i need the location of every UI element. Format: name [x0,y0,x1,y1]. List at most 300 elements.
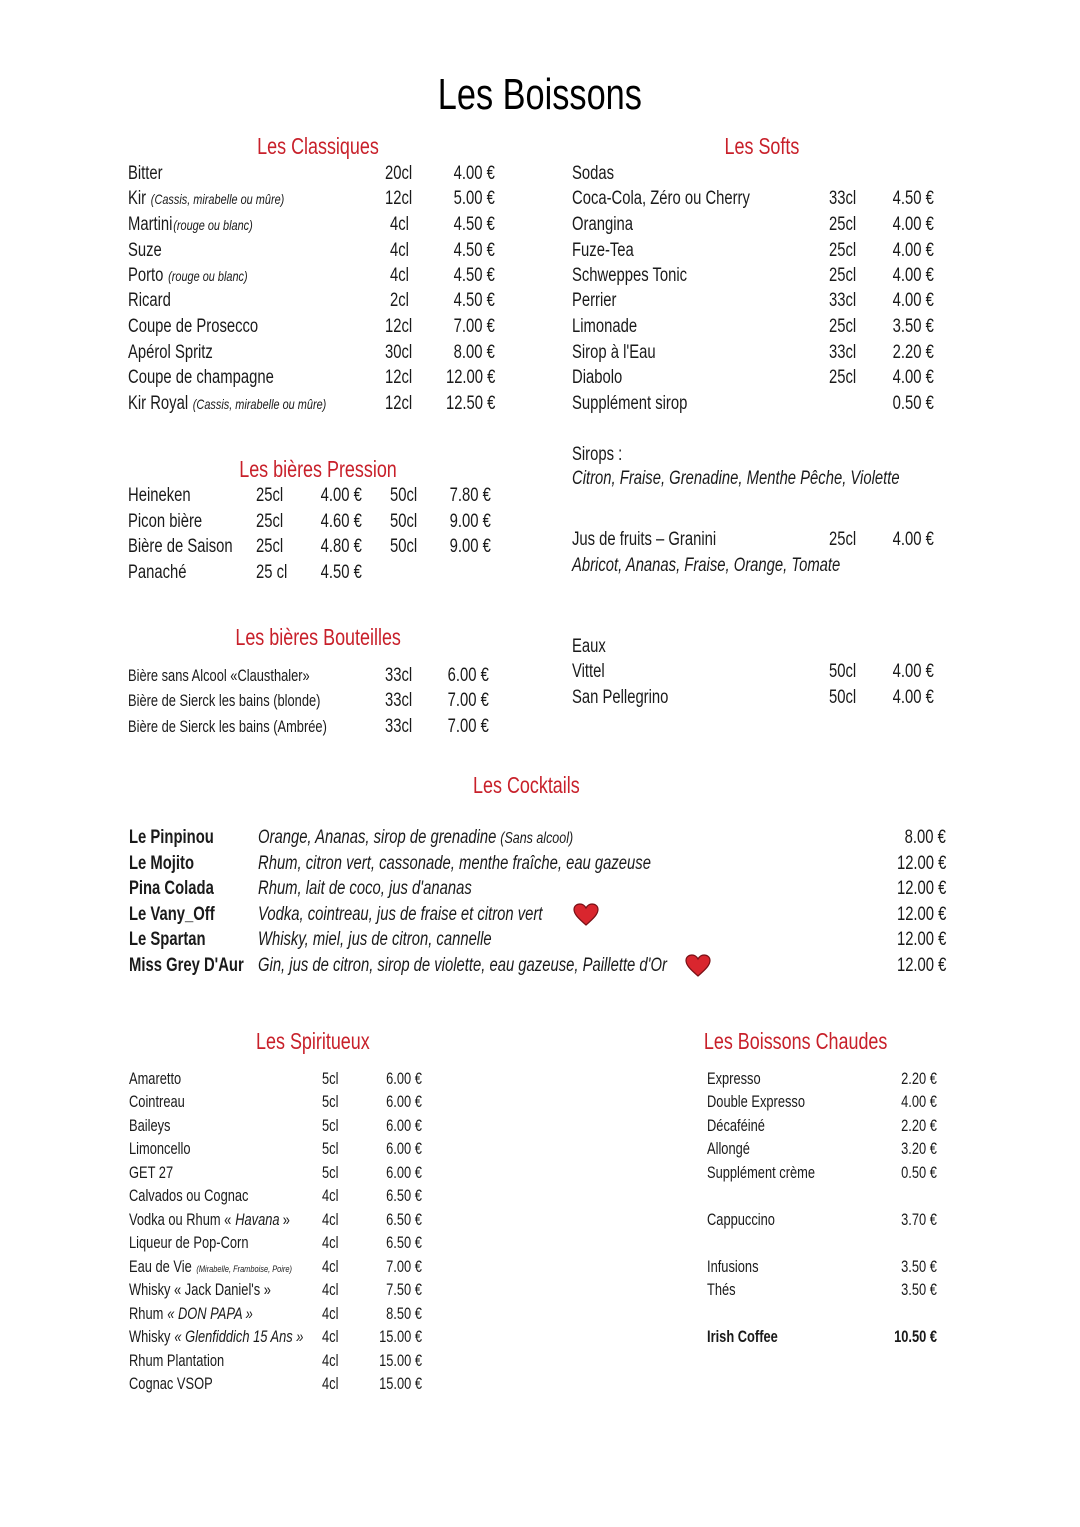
cocktail-desc-cell-text [258,878,472,900]
chaudes-name-cell [707,1068,776,1090]
classiques-price: 7.00 € [453,316,495,337]
chaudes-name: Allongé [707,1140,750,1158]
eaux-price: 4.00 € [892,661,934,682]
spirit-name: Whisky « Jack Daniel's » [129,1281,271,1299]
eaux-price-cell [881,661,934,683]
eaux-vol-cell [829,687,864,709]
heading-pression-text: Les bières Pression [239,456,397,482]
jus-price: 4.00 € [892,529,934,550]
spirit-item-text [129,1138,191,1160]
spirit-name: Whisky [129,1328,171,1346]
heading-classiques-text: Les Classiques [257,133,379,159]
cocktail-name: Miss Grey D'Aur [129,955,244,976]
spirit-price-cell [376,1162,422,1184]
spirit-vol: 4cl [322,1211,339,1229]
heart-icon [685,954,711,978]
pression-vol1-cell [256,562,296,584]
classiques-vol-cell [390,214,414,236]
cocktail-desc-cell [258,853,762,875]
classiques-item-text [128,367,274,389]
softs-vol-cell [829,240,864,262]
spirit-price: 7.50 € [386,1281,422,1299]
pression-price1: 4.80 € [320,536,362,557]
spirit-vol-cell [322,1350,343,1372]
cocktail-price-cell [883,955,946,977]
pression-price2: 9.00 € [449,511,491,532]
cocktail-desc-cell [258,929,558,951]
jus-list-cell [572,555,916,577]
pression-price1-cell [309,485,362,507]
chaudes-price: 2.20 € [901,1117,937,1135]
spirit-vol: 5cl [322,1093,339,1111]
pression-vol2-cell [390,536,425,558]
pression-name: Picon bière [128,511,203,532]
softs-name-cell [572,342,679,364]
softs-price: 4.00 € [892,367,934,388]
jus-vol-cell [829,529,864,551]
heading-cocktails-text: Les Cocktails [472,772,580,798]
cocktail-desc-cell [258,878,532,900]
classiques-item [128,342,237,364]
classiques-vol-cell [385,393,420,415]
softs-name-cell [572,214,650,236]
spirit-item-text [129,1209,290,1231]
chaudes-price-cell [891,1115,937,1137]
classiques-item [128,214,288,236]
chaudes-name-cell [707,1279,744,1301]
softs-vol-cell [829,214,864,236]
softs-price-cell [881,342,934,364]
classiques-item-text [128,342,213,364]
pression-price2-cell [438,485,491,507]
pression-price1-cell [309,536,362,558]
spirit-price-cell [367,1350,422,1372]
chaudes-price: 3.70 € [901,1211,937,1229]
classiques-price-cell [442,342,495,364]
jus-list: Abricot, Ananas, Fraise, Orange, Tomate [572,555,841,576]
pression-price1: 4.00 € [320,485,362,506]
cocktail-desc-cell [258,904,623,926]
chaudes-price: 0.50 € [901,1164,937,1182]
classiques-price: 5.00 € [453,188,495,209]
spirit-item [129,1185,282,1207]
spirit-name: Cognac VSOP [129,1375,213,1393]
cocktail-desc-cell-text [258,904,542,926]
chaudes-price: 10.50 € [894,1328,937,1346]
bouteilles-name: Bière de Sierck les bains (Ambrée) [128,718,327,736]
cocktail-price-cell [883,878,946,900]
spirit-item-text [129,1068,181,1090]
classiques-item [128,240,171,262]
softs-price-cell [881,316,934,338]
bouteilles-price: 7.00 € [447,716,489,737]
cocktail-desc-cell-text [258,827,573,850]
softs-vol-cell [829,188,864,210]
spirit-price: 6.00 € [386,1093,422,1111]
bouteilles-vol-cell [385,665,420,687]
item-name: Coupe de Prosecco [128,316,259,337]
softs-name: Sirop à l'Eau [572,342,656,363]
spirit-price: 6.00 € [386,1164,422,1182]
eaux-name-cell [572,687,696,709]
chaudes-name: Thés [707,1281,736,1299]
classiques-price: 4.50 € [453,290,495,311]
spirit-price: 6.00 € [386,1070,422,1088]
spirit-item-text [129,1185,248,1207]
classiques-price-cell [442,240,495,262]
softs-price: 4.50 € [892,188,934,209]
pression-name: Panaché [128,562,187,583]
spirit-price-cell [367,1326,422,1348]
cocktail-price-cell [883,929,946,951]
item-name: Bitter [128,163,163,184]
softs-price: 4.00 € [892,214,934,235]
bouteilles-vol: 33cl [385,716,413,737]
heading-bouteilles [158,624,478,651]
pression-vol2-cell [390,485,425,507]
eaux-name: San Pellegrino [572,687,669,708]
spirit-item [129,1303,288,1325]
classiques-vol-cell [390,240,414,262]
pression-name-cell [128,562,203,584]
pression-price1-cell [309,562,362,584]
chaudes-name-cell [707,1209,794,1231]
cocktail-name-cell [129,929,227,951]
item-name: Porto [128,265,164,286]
softs-vol: 25cl [829,265,857,286]
pression-name: Heineken [128,485,191,506]
cocktail-desc: Rhum, citron vert, cassonade, menthe fraîche, eau gazeuse [258,853,651,874]
cocktail-desc-cell-text [258,955,667,977]
chaudes-price-cell [891,1256,937,1278]
heading-classiques [158,133,478,160]
cocktail-name: Le Pinpinou [129,827,214,848]
softs-price-cell [881,214,934,236]
item-note: (rouge ou blanc) [168,268,248,284]
heading-spiritueux [153,1028,473,1055]
heading-softs-text: Les Softs [724,133,800,159]
chaudes-price: 2.20 € [901,1070,937,1088]
spirit-vol-cell [322,1373,343,1395]
classiques-vol: 4cl [390,265,409,286]
softs-vol-cell [829,367,864,389]
classiques-item [128,316,295,338]
softs-name: Diabolo [572,367,623,388]
classiques-vol: 4cl [390,214,409,235]
spirit-vol: 5cl [322,1164,339,1182]
sirops-label-cell [572,444,636,466]
spirit-item-text [129,1162,173,1184]
softs-vol-cell [829,290,864,312]
bouteilles-name-cell [128,665,361,687]
chaudes-price: 3.20 € [901,1140,937,1158]
softs-vol-cell [829,265,864,287]
bouteilles-name-cell [128,716,383,738]
eaux-name: Vittel [572,661,605,682]
classiques-item-text [128,290,171,312]
cocktail-price: 12.00 € [896,955,946,976]
softs-name-cell [572,240,651,262]
cocktail-price: 12.00 € [896,853,946,874]
spirit-vol-cell [322,1209,343,1231]
spirit-item-text [129,1115,170,1137]
heading-bouteilles-text: Les bières Bouteilles [235,624,401,650]
spirit-vol-cell [322,1256,343,1278]
spirit-price: 6.50 € [386,1211,422,1229]
softs-price-cell [881,367,934,389]
pression-name: Bière de Saison [128,536,233,557]
pression-vol1: 25 cl [256,562,288,583]
classiques-vol: 4cl [390,240,409,261]
classiques-price-cell [432,393,495,415]
classiques-item-text [128,265,248,287]
spirit-name: GET 27 [129,1164,174,1182]
spirit-item-text [129,1256,292,1281]
pression-vol1-cell [256,536,291,558]
classiques-vol-cell [385,367,420,389]
softs-vol: 33cl [829,342,857,363]
spirit-name: Rhum [129,1305,164,1323]
pression-vol1: 25cl [256,536,284,557]
chaudes-price: 4.00 € [901,1093,937,1111]
cocktail-note: (Sans alcool) [500,830,574,847]
bouteilles-price-cell [436,716,489,738]
cocktail-name-cell [129,827,238,849]
softs-name-cell [572,316,655,338]
softs-vol: 25cl [829,316,857,337]
heading-chaudes [636,1028,956,1055]
bouteilles-vol-cell [385,716,420,738]
spirit-note: (Mirabelle, Framboise, Poire) [196,1264,292,1275]
item-note: (Cassis, mirabelle ou mûre) [192,396,327,412]
pression-price1-cell [309,511,362,533]
cocktail-desc: Gin, jus de citron, sirop de violette, eau gazeuse, Paillette d'Or [258,955,667,976]
spirit-item [129,1068,196,1090]
classiques-vol: 20cl [385,163,413,184]
bouteilles-name-cell [128,690,375,712]
classiques-price-cell [442,290,495,312]
pression-vol2: 50cl [390,485,418,506]
cocktail-name: Pina Colada [129,878,214,899]
spirit-price: 6.00 € [386,1117,422,1135]
classiques-vol-cell [385,342,420,364]
chaudes-price-cell [891,1209,937,1231]
chaudes-name-cell [707,1256,773,1278]
chaudes-price: 3.50 € [901,1281,937,1299]
softs-price: 4.00 € [892,240,934,261]
spirit-quoted: « DON PAPA » [167,1305,253,1323]
cocktail-name: Le Vany_Off [129,904,215,925]
cocktail-name-cell [129,853,212,875]
spirit-item [129,1256,338,1278]
softs-vol-cell [829,342,864,364]
chaudes-price-cell [891,1162,937,1184]
spirit-vol-cell [322,1326,343,1348]
pression-vol1-cell [256,511,291,533]
item-name: Martini [128,214,173,235]
softs-price: 4.00 € [892,265,934,286]
jus-vol: 25cl [829,529,857,550]
spirit-price: 6.50 € [386,1234,422,1252]
classiques-price: 12.50 € [445,393,495,414]
spirit-price-cell [376,1279,422,1301]
bouteilles-price: 7.00 € [447,690,489,711]
softs-price-cell [881,188,934,210]
chaudes-price-cell [891,1138,937,1160]
chaudes-price-cell [891,1091,937,1113]
pression-vol1: 25cl [256,485,284,506]
spirit-price: 7.00 € [386,1258,422,1276]
classiques-item-text [128,188,284,210]
spirit-item [129,1373,236,1395]
classiques-item [128,393,382,415]
spirit-price: 15.00 € [379,1328,422,1346]
spirit-vol: 4cl [322,1281,339,1299]
pression-name-cell [128,511,223,533]
spirit-item [129,1138,208,1160]
spirit-price-cell [376,1091,422,1113]
spirit-price: 15.00 € [379,1352,422,1370]
eaux-price-cell [881,687,934,709]
pression-vol2: 50cl [390,511,418,532]
spirit-vol-cell [322,1303,343,1325]
softs-name: Orangina [572,214,633,235]
jus-name-cell [572,529,757,551]
cocktail-desc: Vodka, cointreau, jus de fraise et citron vert [258,904,543,925]
softs-name-cell [572,290,629,312]
spirit-price-cell [367,1373,422,1395]
chaudes-name: Expresso [707,1070,761,1088]
spirit-vol-cell [322,1185,343,1207]
chaudes-price-cell [891,1279,937,1301]
spirit-name: Eau de Vie [129,1258,192,1276]
pression-vol2-cell [390,511,425,533]
spirit-vol-cell [322,1068,343,1090]
chaudes-name-cell [707,1091,833,1113]
softs-name-cell [572,393,720,415]
spirit-price-cell [376,1185,422,1207]
spirit-name: Baileys [129,1117,171,1135]
spirit-name: Limoncello [129,1140,191,1158]
spirit-vol: 4cl [322,1328,339,1346]
cocktail-price: 12.00 € [896,929,946,950]
softs-price: 2.20 € [892,342,934,363]
classiques-item [128,188,328,210]
chaudes-name-cell [707,1326,798,1348]
spirit-price-cell [376,1138,422,1160]
cocktail-desc: Rhum, lait de coco, jus d'ananas [258,878,472,899]
pression-price1: 4.60 € [320,511,362,532]
spirit-quoted: « Glenfiddich 15 Ans » [174,1328,304,1346]
classiques-price-cell [442,188,495,210]
bouteilles-name: Bière de Sierck les bains (blonde) [128,692,321,710]
eaux-vol: 50cl [829,687,857,708]
cocktail-name: Le Mojito [129,853,195,874]
sirops-list: Citron, Fraise, Grenadine, Menthe Pêche, Violette [572,468,900,489]
softs-name: Fuze-Tea [572,240,634,261]
bouteilles-price-cell [436,665,489,687]
cocktail-name: Le Spartan [129,929,206,950]
classiques-price-cell [442,214,495,236]
classiques-vol-cell [390,290,414,312]
classiques-vol: 12cl [385,316,413,337]
spirit-vol-cell [322,1279,343,1301]
classiques-price-cell [442,265,495,287]
spirit-vol: 4cl [322,1375,339,1393]
spirit-vol: 4cl [322,1352,339,1370]
chaudes-price-cell [891,1068,937,1090]
spirit-name: Amaretto [129,1070,182,1088]
spirit-vol: 5cl [322,1070,339,1088]
item-name: Ricard [128,290,171,311]
classiques-price-cell [442,163,495,185]
item-note: (Cassis, mirabelle ou mûre) [150,191,285,207]
softs-vol: 25cl [829,240,857,261]
sirops-list-cell [572,468,992,490]
eaux-vol-cell [829,661,864,683]
chaudes-name-cell [707,1138,762,1160]
classiques-price: 4.50 € [453,214,495,235]
bouteilles-price: 6.00 € [447,665,489,686]
softs-vol-cell [829,316,864,338]
pression-name-cell [128,485,208,507]
spirit-item [129,1209,335,1231]
bouteilles-vol: 33cl [385,690,413,711]
chaudes-name: Cappuccino [707,1211,775,1229]
pression-price2-cell [438,511,491,533]
heading-pression [158,456,478,483]
spirit-vol: 4cl [322,1258,339,1276]
bouteilles-price-cell [436,690,489,712]
cocktail-price-cell [883,904,946,926]
classiques-item-text [128,393,326,415]
pression-price2: 7.80 € [449,485,491,506]
cocktail-desc-cell-text [258,853,651,875]
spirit-vol: 4cl [322,1187,339,1205]
chaudes-name: Infusions [707,1258,759,1276]
spirit-price-cell [376,1232,422,1254]
classiques-item-text [128,240,162,262]
classiques-vol-cell [385,188,420,210]
heart-icon [573,903,599,927]
bouteilles-vol-cell [385,690,420,712]
classiques-item [128,163,172,185]
chaudes-name: Décaféiné [707,1117,765,1135]
cocktail-name-cell [129,878,238,900]
spirit-vol-cell [322,1138,343,1160]
softs-name-cell [572,265,720,287]
spirit-vol: 4cl [322,1234,339,1252]
cocktail-desc: Orange, Ananas, sirop de grenadine [258,827,497,848]
spirit-item-text [129,1232,248,1254]
classiques-vol-cell [385,163,420,185]
cocktail-price: 8.00 € [904,827,946,848]
classiques-item-text [128,316,258,338]
spirit-item [129,1115,182,1137]
spirit-item-text [129,1091,185,1113]
spirit-item [129,1326,353,1348]
eaux-name-cell [572,661,614,683]
item-name: Coupe de champagne [128,367,274,388]
classiques-price: 4.50 € [453,265,495,286]
item-name: Apérol Spritz [128,342,213,363]
spirit-name: Calvados ou Cognac [129,1187,249,1205]
spirit-vol-cell [322,1162,343,1184]
spirit-item [129,1350,251,1372]
spirit-name: Cointreau [129,1093,185,1111]
heading-softs [602,133,922,160]
spirit-price-cell [376,1256,422,1278]
